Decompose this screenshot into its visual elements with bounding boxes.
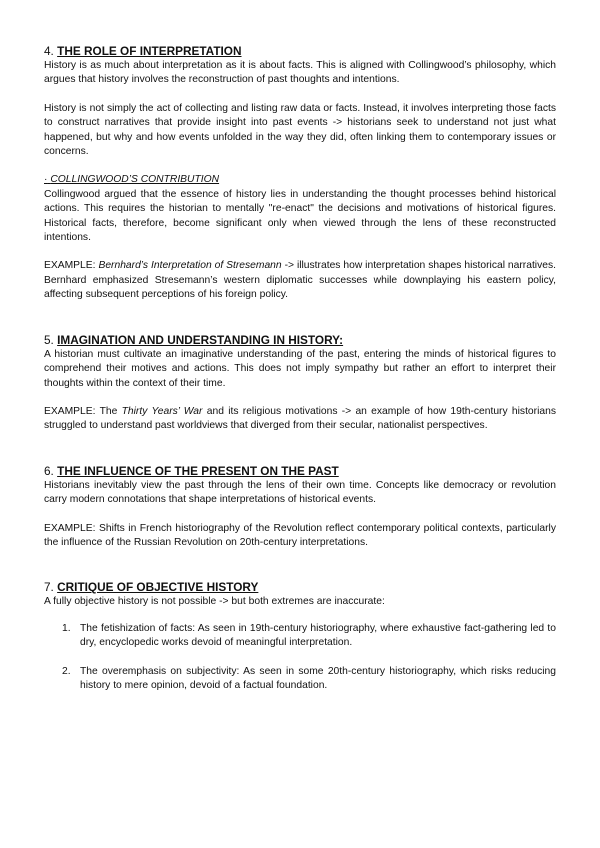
- section-6-number: 6.: [44, 463, 54, 478]
- section-7-number: 7.: [44, 580, 54, 595]
- section-4-example: [44, 259, 556, 302]
- section-5-paragraph-1: A historian must cultivate an imaginative understanding of the past, entering the minds of historical figures to comprehend their motives and actions. This does not imply sympathy but rather an effort to interpret their thoughts within the context of their time.: [44, 348, 556, 389]
- example-text: and its religious motivations -> an example of how 19th-century historians struggled to understand past worldviews that diverged from their secular, nationalist perspectives.: [44, 405, 556, 432]
- section-5-heading: [44, 333, 556, 348]
- section-6-paragraph-1: Historians inevitably view the past through the lens of their own time. Concepts like democracy or revolution carry modern connotations that shape interpretations of historical events.: [44, 479, 556, 506]
- example-italic-title: Thirty Years’ War: [121, 405, 203, 417]
- section-4-paragraph-3: Collingwood argued that the essence of history lies in understanding the thought processes behind historical actions. This requires the historian to mentally "re-enact" the decisions and motivations of historical figures. Historical facts, therefore, become significant only when viewed through the lens of these reconstructed intentions.: [44, 188, 556, 244]
- list-item-number: 2.: [62, 665, 71, 677]
- collingwood-subheading: [44, 173, 556, 187]
- section-7-heading: [44, 580, 556, 595]
- section-6-heading: [44, 464, 556, 479]
- subheading-title: COLLINGWOOD’S CONTRIBUTION: [50, 174, 220, 186]
- example-label: EXAMPLE:: [44, 260, 96, 272]
- list-item-text: The overemphasis on subjectivity: As seen in some 20th-century historiography, which risks reducing history to mere opinion, devoid of a factual foundation.: [80, 665, 556, 691]
- section-5-example: [44, 405, 556, 434]
- critique-list: [44, 622, 556, 694]
- section-4-number: 4.: [44, 44, 54, 58]
- subheading-bullet: ·: [44, 174, 48, 186]
- list-item-text: The fetishization of facts: As seen in 19th-century historiography, where exhaustive fact-gathering led to dry, encyclopedic works devoid of meaningful interpretation.: [80, 622, 556, 649]
- section-4-paragraph-1: History is as much about interpretation as it is about facts. This is aligned with Collingwood’s philosophy, which argues that history involves the reconstruction of past thoughts and intentions.: [44, 60, 556, 86]
- list-item-number: 1.: [62, 622, 71, 634]
- example-italic-title: Bernhard’s Interpretation of Stresemann: [98, 260, 282, 272]
- section-7-paragraph-1: A fully objective history is not possible -> but both extremes are inaccurate:: [44, 596, 385, 608]
- section-7-title: CRITIQUE OF OBJECTIVE HISTORY: [57, 580, 259, 595]
- section-4-heading: [44, 44, 556, 59]
- section-6-title: THE INFLUENCE OF THE PRESENT ON THE PAST: [57, 463, 339, 478]
- list-item: [44, 622, 556, 651]
- list-item: [44, 665, 556, 694]
- section-5-number: 5.: [44, 332, 54, 347]
- document-page: [44, 44, 556, 693]
- section-6-example: EXAMPLE: Shifts in French historiography of the Revolution reflect contemporary political contexts, particularly the influence of the Russian Revolution on 20th-century interpretations.: [44, 522, 556, 548]
- example-label: EXAMPLE: The: [44, 405, 118, 417]
- section-4-title: THE ROLE OF INTERPRETATION: [57, 44, 242, 58]
- section-4-paragraph-2: History is not simply the act of collecting and listing raw data or facts. Instead, it involves interpreting those facts to construct narratives that provide insight into past events -> historians seek to understand not just what happened, but why and how events unfolded in the way they did, often linking them to contemporary issues or concerns.: [44, 102, 556, 158]
- section-5-title: IMAGINATION AND UNDERSTANDING IN HISTORY:: [57, 332, 344, 347]
- example-text: -> illustrates how interpretation shapes historical narratives. Bernhard emphasized Stresemann’s western diplomatic successes while downplaying his eastern policy, affecting subsequent perceptions of his foreign policy.: [44, 260, 556, 301]
